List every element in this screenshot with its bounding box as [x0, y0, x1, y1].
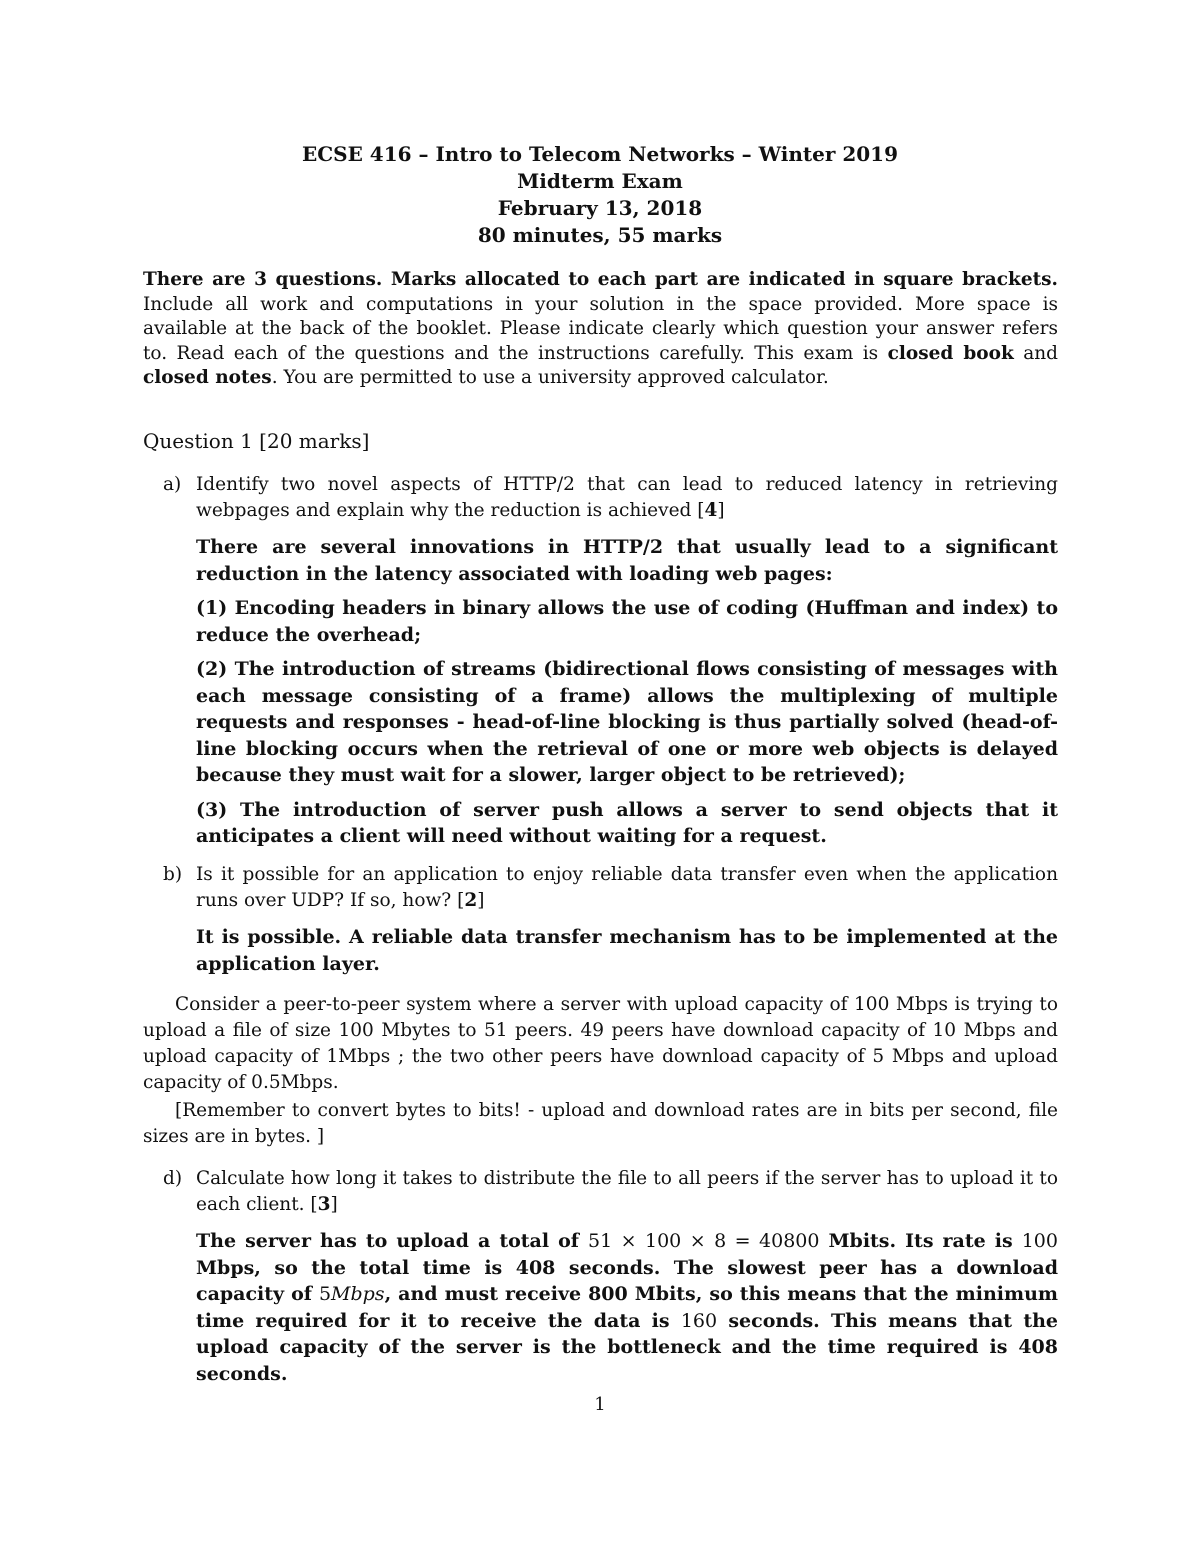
answer-1d-text	[196, 1228, 1058, 1387]
exam-header	[0, 141, 1200, 249]
answer-1a-point-1: (1) Encoding headers in binary allows the use of coding (Huffman and index) to reduce the overhead;	[196, 597, 1058, 646]
answer-1d-part-1: The server has to upload a total of	[196, 1230, 588, 1252]
answer-1d-five: 5	[318, 1283, 332, 1305]
answer-1d-part-4: , and must receive 800 Mbits, so this means that the minimum time required for it to receive the data is	[196, 1283, 1059, 1332]
answer-1b-text: It is possible. A reliable data transfer mechanism has to be implemented at the application layer.	[196, 926, 1058, 975]
question-1a-bracket: ]	[717, 500, 725, 521]
answer-1d-160: 160	[680, 1309, 718, 1332]
answer-1d-part-5: seconds. This means that the upload capacity of the server is the bottleneck and the time required is 408 seconds.	[196, 1309, 1058, 1385]
question-1b	[143, 862, 1058, 977]
answer-1d-rate: 100	[1021, 1230, 1058, 1252]
part-label-a: a)	[163, 474, 182, 495]
instructions-body-1: Include all work and computations in your solution in the space provided. More space is available at the back of the booklet. Please indicate clearly which question your answer refers to. Read each of the questions and the instructions carefully. This exam is	[143, 293, 1058, 364]
question-1d-bracket: ]	[330, 1194, 338, 1215]
p2p-scenario: Consider a peer-to-peer system where a server with upload capacity of 100 Mbps is trying to upload a file of size 100 Mbytes to 51 peers. 49 peers have download capacity of 10 Mbps and upload capacity of 1Mbps ; the two other peers have download capacity of 5 Mbps and upload capacity of 0.5Mbps.	[143, 994, 1058, 1093]
question-1a-prompt: Identify two novel aspects of HTTP/2 that can lead to reduced latency in retrieving webpages and explain why the reduction is achieved [	[196, 474, 1058, 521]
question-1b-bracket: ]	[477, 890, 485, 911]
question-1d	[143, 1166, 1058, 1387]
instructions	[143, 268, 1058, 391]
answer-1d	[196, 1228, 1058, 1387]
answer-1d-mbps: Mbps	[331, 1283, 385, 1305]
instructions-and: and	[1013, 342, 1058, 364]
answer-1a	[196, 534, 1058, 850]
question-1b-prompt: Is it possible for an application to enjoy reliable data transfer even when the application runs over UDP? If so, how? [	[196, 864, 1058, 911]
closed-notes-text: closed notes	[143, 367, 272, 388]
course-title: ECSE 416 – Intro to Telecom Networks – Winter 2019	[301, 142, 899, 166]
exam-duration-marks: 80 minutes, 55 marks	[477, 223, 723, 247]
question-1d-prompt: Calculate how long it takes to distribute the file to all peers if the server has to upload it to each client. [	[196, 1168, 1058, 1215]
instructions-lead: There are 3 questions. Marks allocated to each part are indicated in square brackets.	[143, 269, 1058, 290]
answer-1b	[196, 924, 1058, 977]
question-1a	[143, 472, 1058, 850]
question-1d-text	[196, 1166, 1058, 1218]
answer-1a-intro: There are several innovations in HTTP/2 that usually lead to a significant reduction in the latency associated with loading web pages:	[196, 536, 1058, 585]
exam-date: February 13, 2018	[497, 196, 703, 220]
question-1b-text	[196, 862, 1058, 914]
answer-1d-formula: 51 × 100 × 8 = 40800	[588, 1230, 820, 1252]
instructions-body-2: . You are permitted to use a university approved calculator.	[271, 367, 829, 388]
conversion-reminder: [Remember to convert bytes to bits! - upload and download rates are in bits per second, file sizes are in bytes. ]	[143, 1100, 1058, 1147]
answer-1d-part-2: Mbits. Its rate is	[819, 1230, 1022, 1252]
closed-book-text: closed book	[887, 342, 1014, 364]
question-1b-marks: 2	[464, 890, 478, 911]
question-1a-text	[196, 472, 1058, 524]
question-1-title: Question 1 [20 marks]	[143, 429, 370, 453]
answer-1a-point-2: (2) The introduction of streams (bidirectional flows consisting of messages with each message consisting of a frame) allows the multiplexing of multiple requests and responses - head-of-line blocking is thus partially solved (head-of-line blocking occurs when the retrieval of one or more web objects is delayed because they must wait for a slower, larger object to be retrieved);	[196, 658, 1058, 786]
part-label-d: d)	[163, 1168, 183, 1189]
question-1d-marks: 3	[317, 1194, 331, 1215]
answer-1a-point-3: (3) The introduction of server push allows a server to send objects that it anticipates a client will need without waiting for a request.	[196, 798, 1058, 847]
question-1a-marks: 4	[704, 500, 718, 521]
exam-type: Midterm Exam	[517, 169, 683, 193]
answer-1d-part-3: Mbps, so the total time is 408 seconds. The slowest peer has a download capacity of	[196, 1256, 1058, 1305]
part-label-b: b)	[163, 864, 183, 885]
page-number: 1	[594, 1394, 606, 1415]
